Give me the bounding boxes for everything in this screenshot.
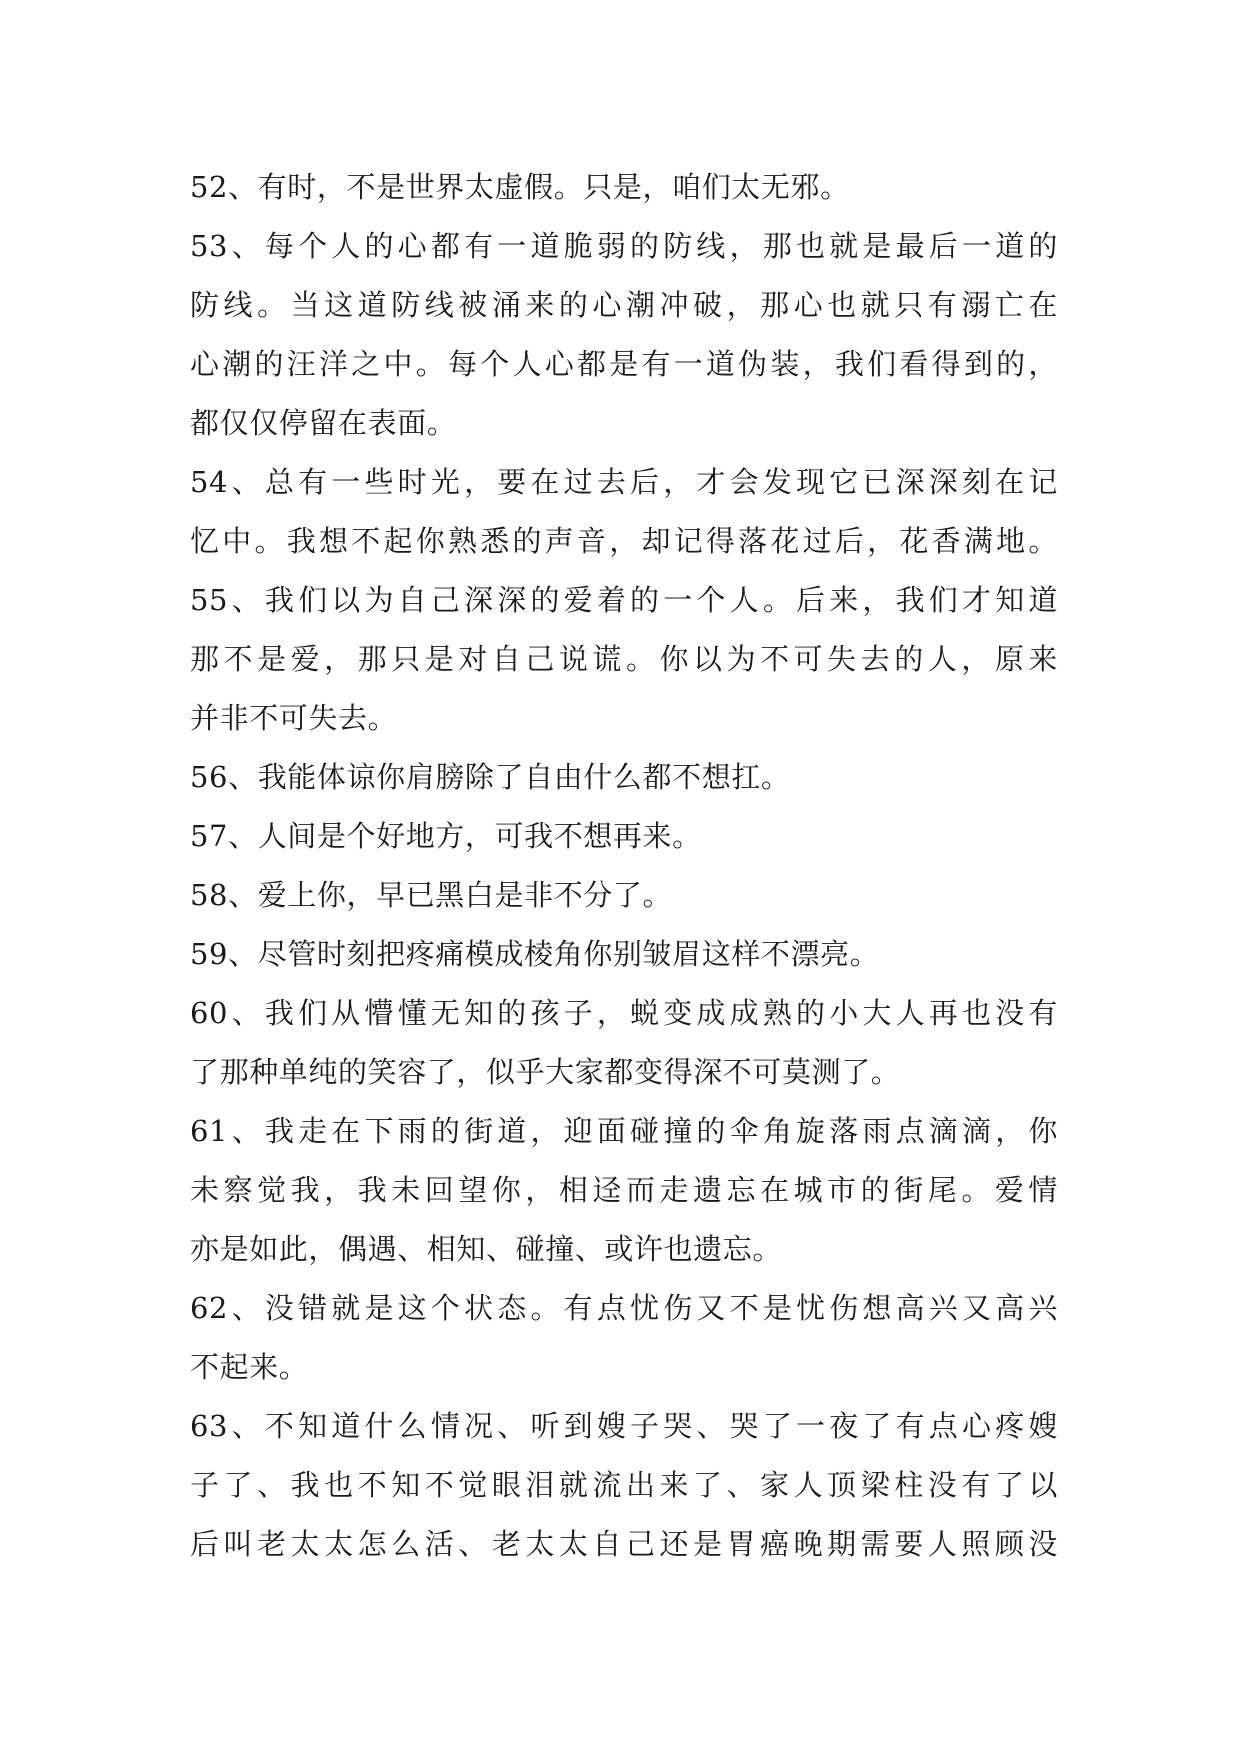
text-line: 心潮的汪洋之中。每个人心都是有一道伪装，我们看得到的，	[190, 347, 1058, 381]
text-line: 52、有时，不是世界太虚假。只是，咱们太无邪。	[190, 170, 850, 204]
text-line: 后叫老太太怎么活、老太太自己还是胃癌晚期需要人照顾没	[190, 1527, 1058, 1561]
text-line: 未察觉我，我未回望你，相迳而走遗忘在城市的街尾。爱情	[190, 1173, 1058, 1207]
text-line: 防线。当这道防线被涌来的心潮冲破，那心也就只有溺亡在	[190, 288, 1058, 322]
text-line: 53、每个人的心都有一道脆弱的防线，那也就是最后一道的	[190, 229, 1058, 263]
text-line: 58、爱上你，早已黑白是非不分了。	[190, 878, 673, 912]
text-line: 不起来。	[190, 1350, 309, 1384]
text-line: 亦是如此，偶遇、相知、碰撞、或许也遗忘。	[190, 1232, 783, 1266]
text-line: 忆中。我想不起你熟悉的声音，却记得落花过后，花香满地。	[190, 524, 1058, 558]
text-line: 59、尽管时刻把疼痛模成棱角你别皱眉这样不漂亮。	[190, 937, 880, 971]
text-line: 子了、我也不知不觉眼泪就流出来了、家人顶梁柱没有了以	[190, 1468, 1058, 1502]
text-line: 60、我们从懵懂无知的孩子，蜕变成成熟的小大人再也没有	[190, 996, 1058, 1030]
text-line: 63、不知道什么情况、听到嫂子哭、哭了一夜了有点心疼嫂	[190, 1409, 1058, 1443]
text-line: 那不是爱，那只是对自己说谎。你以为不可失去的人，原来	[190, 642, 1058, 676]
text-line: 了那种单纯的笑容了，似乎大家都变得深不可莫测了。	[190, 1055, 901, 1089]
text-line: 都仅仅停留在表面。	[190, 406, 457, 440]
text-line: 54、总有一些时光，要在过去后，才会发现它已深深刻在记	[190, 465, 1058, 499]
text-line: 62、没错就是这个状态。有点忧伤又不是忧伤想高兴又高兴	[190, 1291, 1058, 1325]
text-line: 并非不可失去。	[190, 701, 398, 735]
text-line: 55、我们以为自己深深的爱着的一个人。后来，我们才知道	[190, 583, 1058, 617]
text-line: 56、我能体谅你肩膀除了自由什么都不想扛。	[190, 760, 791, 794]
text-line: 61、我走在下雨的街道，迎面碰撞的伞角旋落雨点滴滴，你	[190, 1114, 1058, 1148]
text-line: 57、人间是个好地方，可我不想再来。	[190, 819, 702, 853]
document-body	[190, 158, 1058, 1574]
